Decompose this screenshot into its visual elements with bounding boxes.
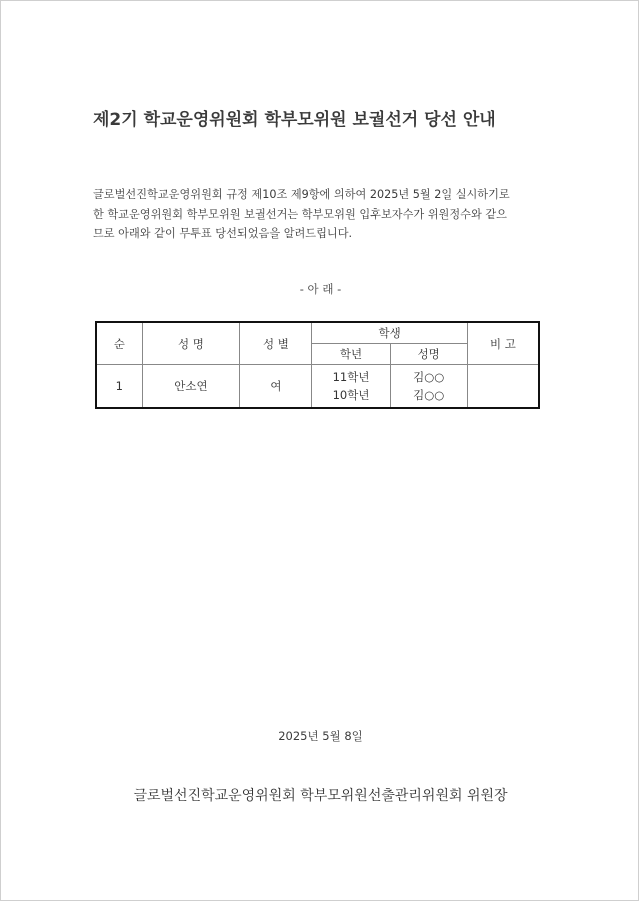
cell-gender: 여 bbox=[240, 365, 312, 409]
document-date: 2025년 5월 8일 bbox=[278, 729, 363, 743]
header-note: 비 고 bbox=[467, 322, 539, 365]
table-row bbox=[96, 365, 539, 409]
header-gender: 성 별 bbox=[240, 322, 312, 365]
document-title: 제2기 학교운영위원회 학부모위원 보궐선거 당선 안내 bbox=[93, 110, 496, 130]
cell-student-grades bbox=[312, 365, 390, 409]
header-no: 순 bbox=[96, 322, 142, 365]
signature-line: 글로벌선진학교운영위원회 학부모위원선출관리위원회 위원장 bbox=[133, 788, 508, 804]
cell-note bbox=[467, 365, 539, 409]
cell-name: 안소연 bbox=[142, 365, 240, 409]
section-marker: - 아 래 - bbox=[299, 282, 342, 296]
student-name: 김○○ bbox=[413, 370, 445, 384]
body-line: 한 학교운영위원회 학부모위원 보궐선거는 학부모위원 입후보자수가 위원정수와 같으 bbox=[93, 207, 507, 221]
cell-no: 1 bbox=[96, 365, 142, 409]
result-table bbox=[95, 321, 540, 409]
cell-student-names bbox=[390, 365, 467, 409]
header-name: 성 명 bbox=[142, 322, 240, 365]
table-header-row bbox=[96, 322, 539, 344]
student-grade: 11학년 bbox=[332, 370, 370, 384]
notice-body bbox=[93, 185, 549, 244]
header-student-name: 성명 bbox=[390, 344, 467, 365]
body-line: 므로 아래와 같이 무투표 당선되었음을 알려드립니다. bbox=[93, 227, 353, 240]
student-grade: 10학년 bbox=[332, 388, 370, 402]
header-student-grade: 학년 bbox=[312, 344, 390, 365]
body-line: 글로벌선진학교운영위원회 규정 제10조 제9항에 의하여 2025년 5월 2일 실시하기로 bbox=[93, 188, 510, 201]
student-name: 김○○ bbox=[413, 388, 445, 402]
header-student: 학생 bbox=[312, 322, 467, 344]
